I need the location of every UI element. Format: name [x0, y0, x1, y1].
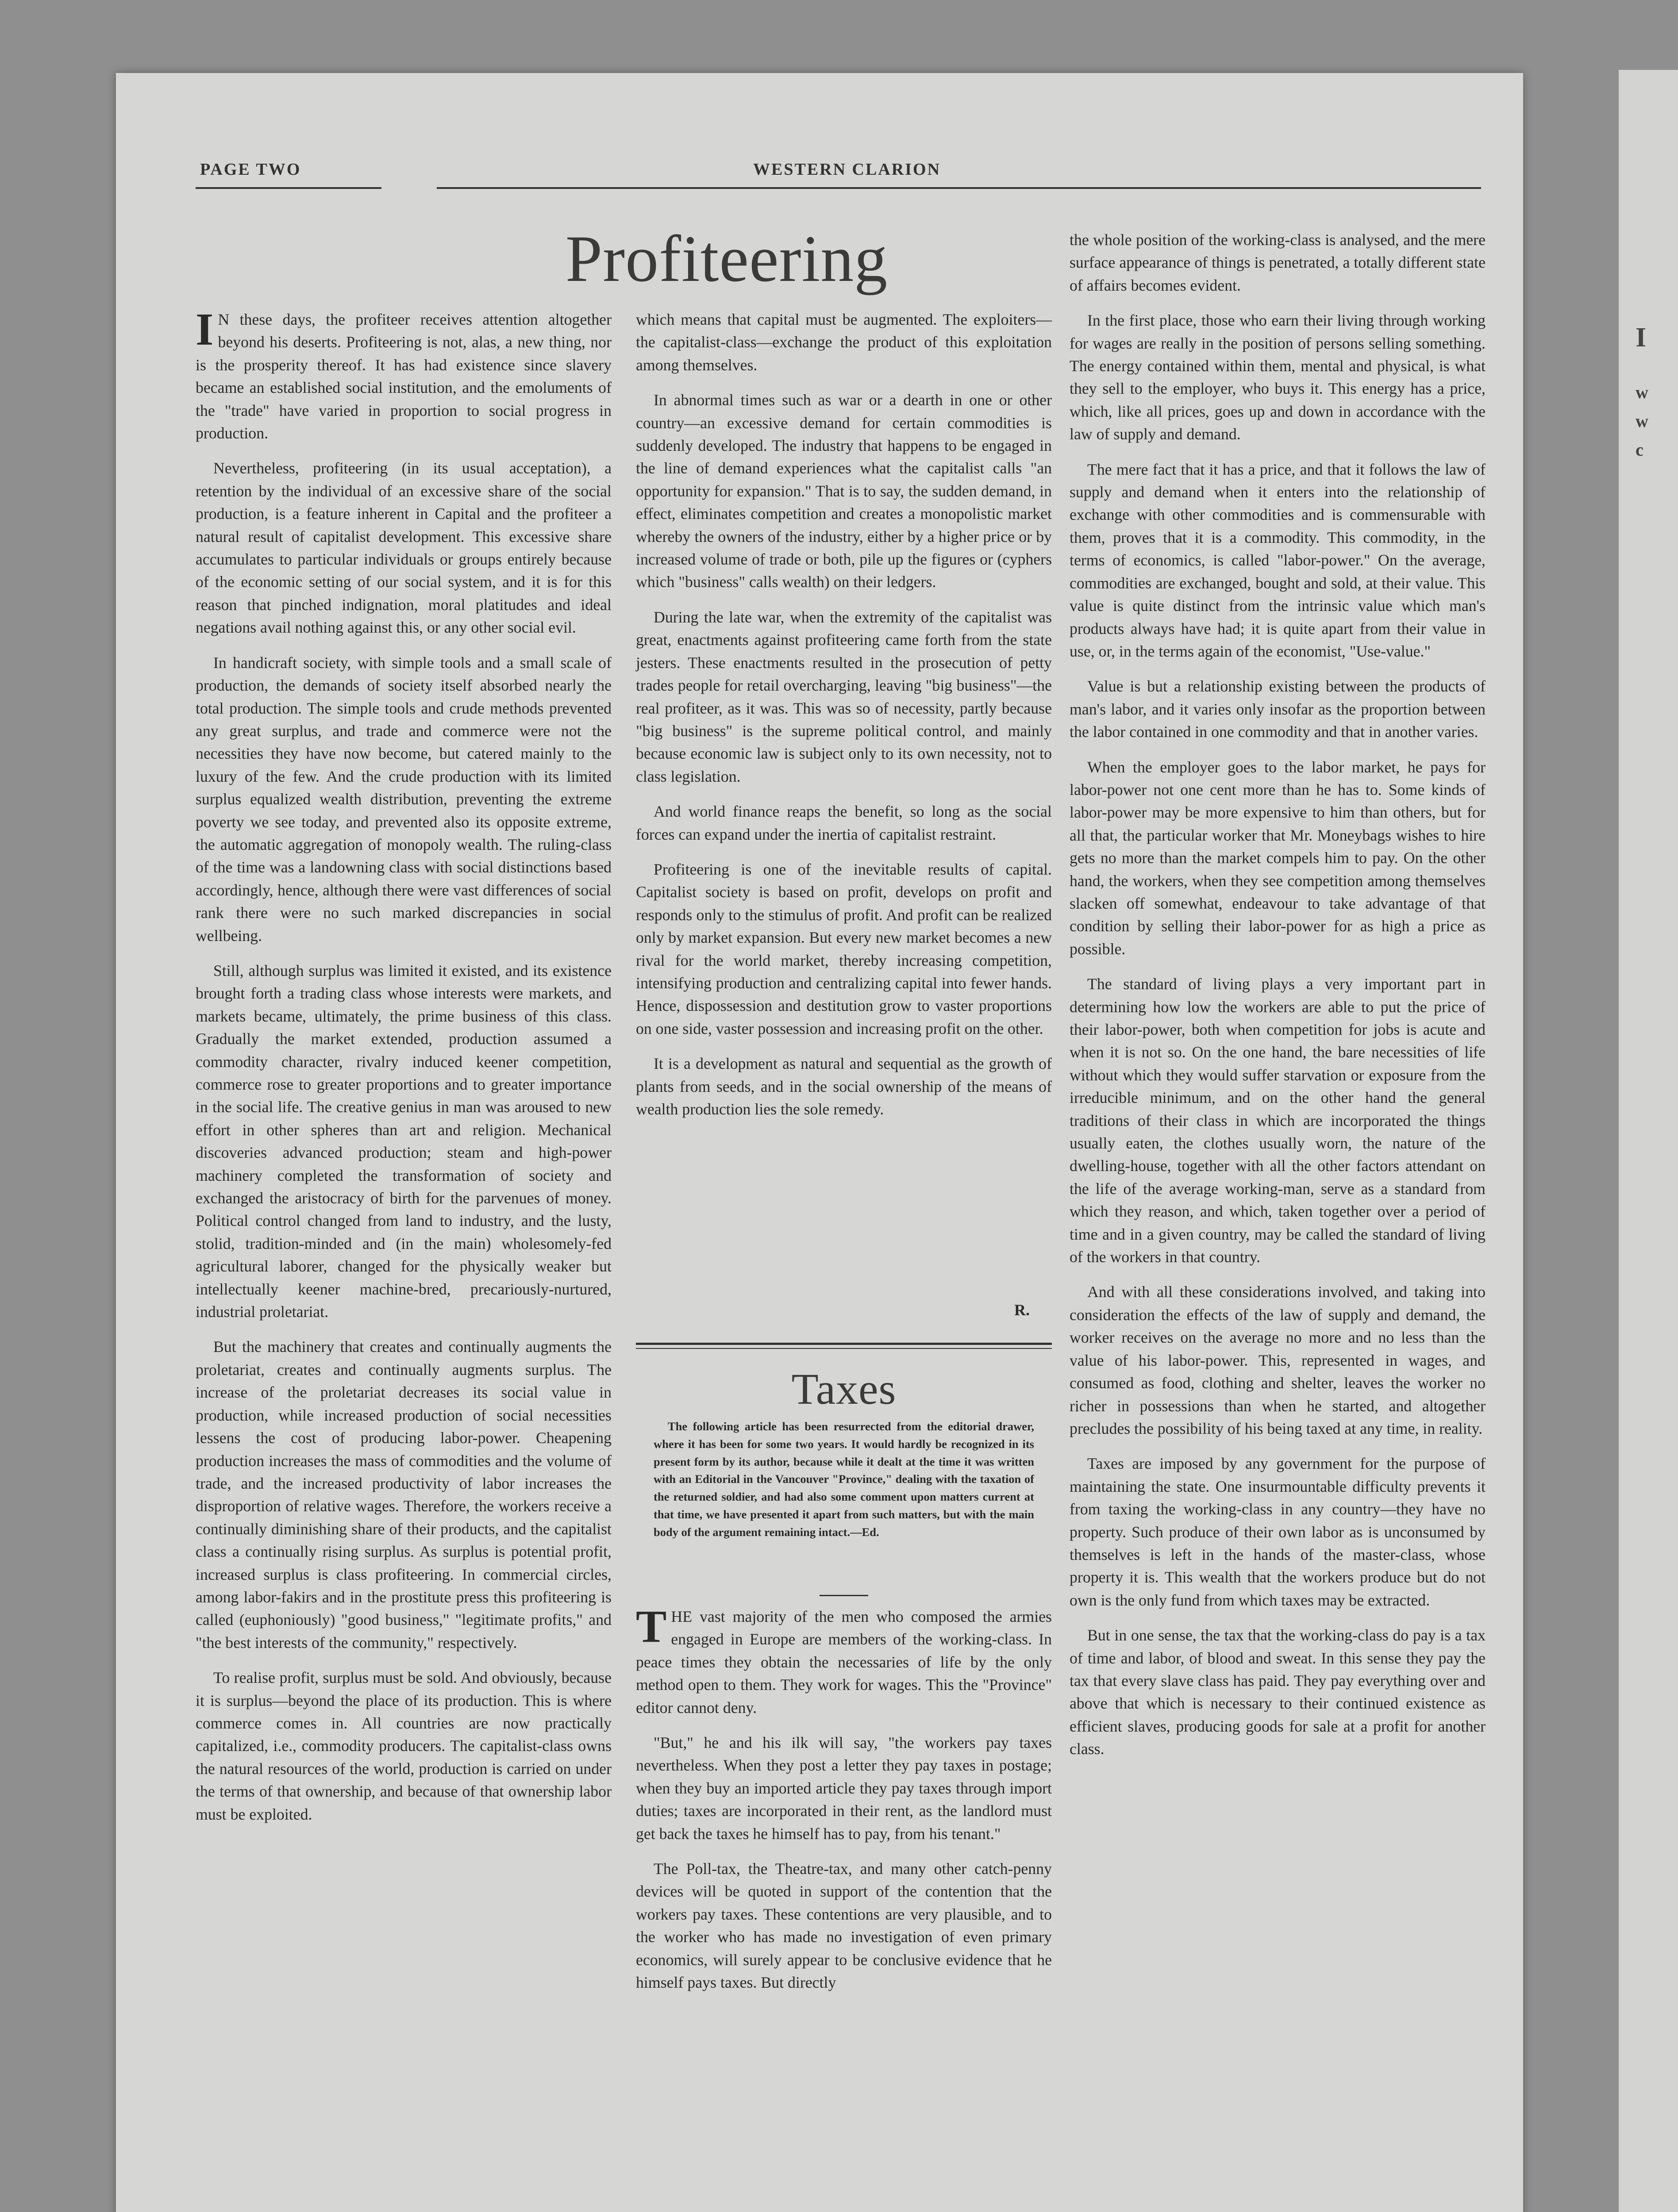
- paragraph: The standard of living plays a very important part in determining how low the workers are able to put the price of their labor-power, both when competition for jobs is acute and when it is not so. On the one hand, the bare necessities of life without which they would suffer starvation or exposure from the irreducible minimum, and on the other hand the general traditions of their class in which are incorporated the things usually eaten, the clothes usually worn, the nature of the dwelling-house, together with all the other factors attendant on the life of the average working-man, serve as a standard from which they reason, and which, taken together over a period of time and in a given country, may be called the standard of living of the workers in that country.: [1070, 975, 1486, 1266]
- section-divider-bottom: [636, 1348, 1052, 1349]
- paragraph: But the machinery that creates and continually augments the proletariat, creates and continually augments surplus. The increase of the proletariat decreases its social value in production, while increased production of social necessities lessens the cost of producing labor-power. Cheapening production increases the mass of commodities and the volume of trade, and the increased productivity of labor increases the disproportion of relative wages. Therefore, the workers receive a continually diminishing share of their products, and the capitalist class a continually rising surplus. As surplus is potential profit, increased surplus is class profiteering. In commercial circles, among labor-fakirs and in the prostitute press this profiteering is called (euphoniously) "good business," "legitimate profits," and "the best interests of the community," respectively.: [196, 1338, 612, 1651]
- paragraph: The Poll-tax, the Theatre-tax, and many other catch-penny devices will be quoted in support of the contention that the workers pay taxes. These contentions are very plausible, and to the worker who has made no investigation of even primary economics, will surely appear to be conclusive evidence that he himself pays taxes. But directly: [636, 1860, 1052, 1992]
- profiteering-column-2: [636, 308, 1052, 1133]
- header-rule-right: [437, 187, 1481, 189]
- paragraph: In handicraft society, with simple tools and a small scale of production, the demands of society itself absorbed nearly the total production. The simple tools and crude methods prevented any great surplus, and trade and commerce were not the necessities they have now become, but catered mainly to the luxury of the few. And the crude production with its limited surplus equalized wealth distribution, preventing the extreme poverty we see today, and prevented also its opposite extreme, the automatic aggregation of monopoly wealth. The ruling-class of the time was a landowning class with social distinctions based accordingly, hence, although there were vast differences of social rank there were no such marked discrepancies in social wellbeing.: [196, 653, 612, 945]
- paragraph: And world finance reaps the benefit, so long as the social forces can expand under the inertia of capitalist restraint.: [636, 803, 1052, 843]
- note-divider: [820, 1595, 868, 1596]
- paragraph: the whole position of the working-class is analysed, and the mere surface appearance of things is penetrated, a totally different state of affairs becomes evident.: [1070, 231, 1486, 294]
- paragraph: The mere fact that it has a price, and that it follows the law of supply and demand when it enters into the relationship of exchange with other commodities and is commensurable with them, proves that it is a commodity. This commodity, in the terms of economics, is called "labor-power." On the average, commodities are exchanged, bought and sold, at their value. This value is quite distinct from the intrinsic value which man's products always have had; it is quite apart from their value in use, or, in the terms again of the economist, "Use-value.": [1070, 460, 1486, 660]
- adjacent-page-fragment: w: [1636, 382, 1648, 402]
- section-divider-top: [636, 1343, 1052, 1345]
- profiteering-column-1: [196, 304, 612, 1838]
- adjacent-page-fragment: I: [1636, 323, 1647, 353]
- article-signature: R.: [1014, 1301, 1030, 1319]
- paragraph: To realise profit, surplus must be sold. And obviously, because it is surplus—beyond the place of its production. This is where commerce comes in. All countries are now practically capitalized, i.e., commodity producers. The capitalist-class owns the natural resources of the world, production is carried on under the terms of that ownership, and because of that ownership labor must be exploited.: [196, 1669, 612, 1823]
- paragraph: [196, 304, 612, 445]
- editor-note: The following article has been resurrected from the editorial drawer, where it has been for some two years. It would hardly be recognized in its present form by its author, because while it dealt at the time it was written with an Editorial in the Vancouver "Province," dealing with the taxation of the returned soldier, and had also some comment upon matters current at that time, we have presented it apart from such matters, but with the main body of the argument remaining intact.—Ed.: [654, 1420, 1034, 1539]
- paragraph: It is a development as natural and sequential as the growth of plants from seeds, and in the social ownership of the means of wealth production lies the sole remedy.: [636, 1055, 1052, 1118]
- article-title-profiteering: Profiteering: [565, 222, 888, 296]
- paragraph: Nevertheless, profiteering (in its usual acceptation), a retention by the individual of an excessive share of the social production, is a feature inherent in Capital and the profiteer a natural result of capitalist development. This excessive share accumulates to particular individuals or groups entirely because of the economic setting of our social system, and it is for this reason that pinched indignation, moral platitudes and ideal negations avail nothing against this, or any other social evil.: [196, 459, 612, 637]
- paragraph-text: N these days, the profiteer receives attention altogether beyond his deserts. Profiteering is not, alas, a new thing, nor is the prosperity thereof. It has had existence since slavery became an established social institution, and the emoluments of the "trade" have varied in proportion to social progress in production.: [196, 311, 612, 442]
- drop-cap: I: [196, 304, 214, 355]
- paragraph: Still, although surplus was limited it existed, and its existence brought forth a trading class whose interests were markets, and markets became, ultimately, the prime business of this class. Gradually the market extended, production assumed a commodity character, rivalry induced keener competition, commerce rose to greater proportions and to greater importance in the social life. The creative genius in man was aroused to new effort in other spheres than art and religion. Mechanical discoveries advanced production; steam and high-power machinery completed the transformation of society and exchanged the aristocracy of birth for the parvenues of money. Political control changed from land to industry, and the lusty, stolid, tradition-minded and (in the main) wholesomely-fed agricultural laborer, changed for the physically weaker but intellectually keener machine-bred, precariously-nurtured, industrial proletariat.: [196, 961, 612, 1321]
- adjacent-page-edge: [1619, 70, 1678, 2212]
- paragraph-text: HE vast majority of the men who composed the armies engaged in Europe are members of the working-class. In peace times they obtain the necessaries of life by the only method open to them. They work for wages. This the "Province" editor cannot deny.: [636, 1608, 1052, 1717]
- drop-cap: T: [636, 1601, 667, 1652]
- taxes-column-2: [1070, 229, 1486, 1773]
- header-rule-left: [196, 187, 381, 189]
- paragraph: But in one sense, the tax that the working-class do pay is a tax of time and labor, of blood and sweat. In this sense they pay the tax that every slave class has paid. They pay everything over and above that which is necessary to their continued existence as efficient slaves, producing goods for sale at a profit for another class.: [1070, 1626, 1486, 1758]
- paragraph: Taxes are imposed by any government for the purpose of maintaining the state. One insurmountable difficulty prevents it from taxing the working-class in any country—they have no property. Such produce of their own labor as is unconsumed by themselves is left in the hands of the master-class, whose property it is. This wealth that the workers produce but do not own is the only fund from which taxes may be extracted.: [1070, 1455, 1486, 1609]
- paragraph: During the late war, when the extremity of the capitalist was great, enactments against profiteering came forth from the state jesters. These enactments resulted in the prosecution of petty trades people for retail overcharging, leaving "big business"—the real profiteer, as it was. This was so of necessity, partly because "big business" is the supreme political control, and mainly because economic law is subject only to its own necessity, not to class legislation.: [636, 608, 1052, 785]
- paragraph: And with all these considerations involved, and taking into consideration the effects of the law of supply and demand, the worker receives on the average no more and no less than the value of his labor-power. This, represented in wages, and consumed as food, clothing and shelter, leaves the worker no richer in possessions than when he started, and altogether precludes the possibility of his being taxed at any time, in reality.: [1070, 1283, 1486, 1437]
- newspaper-page: [116, 73, 1523, 2212]
- paragraph: "But," he and his ilk will say, "the workers pay taxes nevertheless. When they post a letter they pay taxes in postage; when they buy an imported article they pay taxes through import duties; taxes are incorporated in their rent, as the landlord must get back the taxes he himself has to pay, from his tenant.": [636, 1734, 1052, 1843]
- masthead-name: WESTERN CLARION: [753, 160, 941, 179]
- paragraph: Profiteering is one of the inevitable results of capital. Capitalist society is based on profit, develops on profit and responds only to the stimulus of profit. And profit can be realized only by market expansion. But every new market becomes a new rival for the world market, thereby increasing competition, intensifying production and centralizing capital into fewer hands. Hence, dispossession and destitution grow to vaster proportions on one side, vaster possession and increasing profit on the other.: [636, 860, 1052, 1037]
- paragraph: In abnormal times such as war or a dearth in one or other country—an excessive demand for certain commodities is suddenly developed. The industry that happens to be engaged in the line of demand experiences what the capitalist calls "an opportunity for expansion." That is to say, the sudden demand, in effect, eliminates competition and creates a monopolistic market whereby the owners of the industry, either by a higher price or by increased volume of trade or both, pile up the figures or (cyphers which "business" calls wealth) on their ledgers.: [636, 391, 1052, 591]
- taxes-column-1: [636, 1601, 1052, 2007]
- page-number-label: PAGE TWO: [200, 160, 301, 179]
- adjacent-page-fragment: c: [1636, 440, 1643, 460]
- paragraph: When the employer goes to the labor market, he pays for labor-power not one cent more than he has to. Some kinds of labor-power may be more expensive to him than others, but for all that, the particular worker that Mr. Moneybags wishes to hire gets no more than the market compels him to pay. On the other hand, the workers, when they see competition among themselves slacken off somewhat, endeavour to take advantage of that condition by selling their labor-power for as high a price as possible.: [1070, 758, 1486, 958]
- article-title-taxes: Taxes: [791, 1364, 897, 1413]
- paragraph: In the first place, those who earn their living through working for wages are really in the position of persons selling something. The energy contained within them, mental and physical, is what they sell to the employer, who buys it. This energy has a price, which, like all prices, goes up and down in accordance with the law of supply and demand.: [1070, 311, 1486, 443]
- adjacent-page-fragment: w: [1636, 411, 1648, 431]
- paragraph: Value is but a relationship existing between the products of man's labor, and it varies only insofar as the proportion between the labor contained in one commodity and that in another varies.: [1070, 677, 1486, 741]
- paragraph: which means that capital must be augmented. The exploiters—the capitalist-class—exchange the product of this exploitation among themselves.: [636, 311, 1052, 374]
- paragraph: [636, 1601, 1052, 1719]
